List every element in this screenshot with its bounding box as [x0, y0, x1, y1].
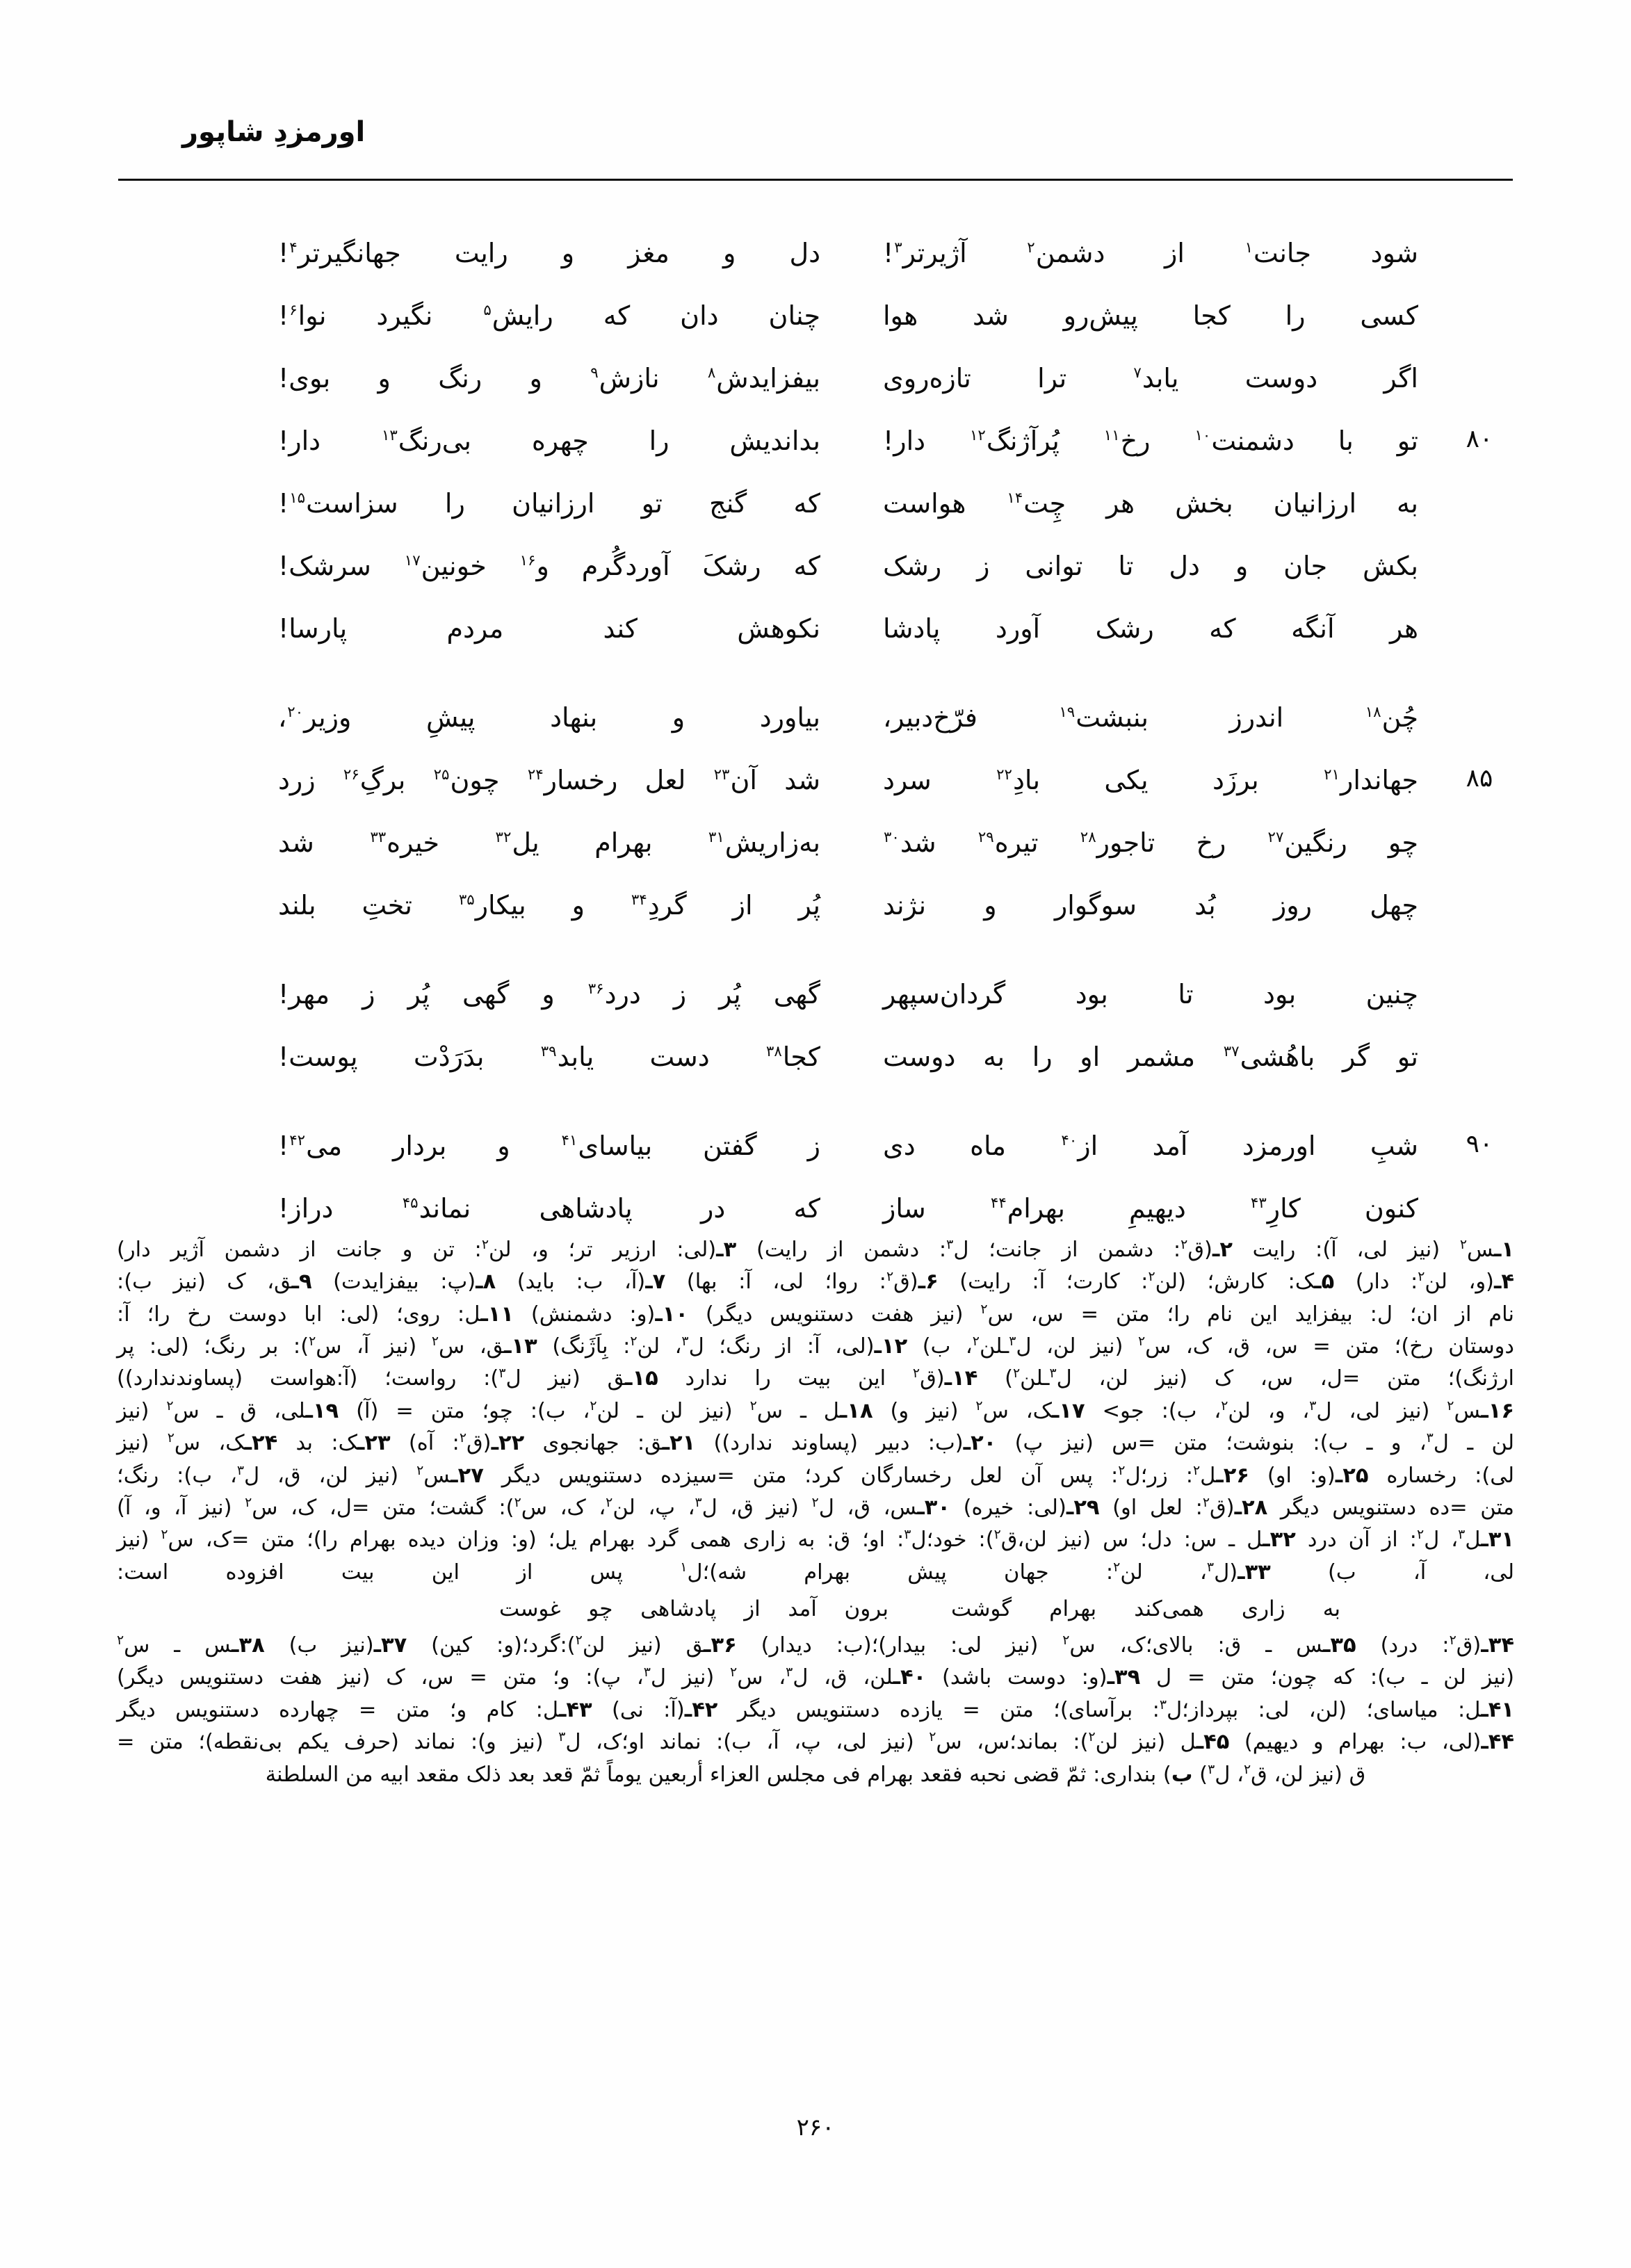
verse-line: [118, 756, 1513, 808]
verse-line-number: ۸۰: [1466, 425, 1493, 453]
hemistich-first: به ارزانیان بخش هر چِت$^{۱۴}$ هواست: [883, 488, 1418, 519]
critical-apparatus: [117, 1234, 1514, 1791]
hemistich-second: بیفزایدش$^۸$ نازش$^۹$ و رنگ و بوی!: [278, 363, 820, 394]
verse-stanza: [118, 971, 1513, 1085]
apparatus-line: ۱۶ـس$^۲$ (نیز لی، ل$^۳$، و، لن$^۲$، ب): جو> ۱۷ـک، س$^۲$ (نیز و) ۱۸ـل ـ س$^۲$ (نیز لن ـ لن$^۲$، ب): چو؛ متن = (آ) ۱۹ـلی، ق ـ س$^۲$ (نیز: [117, 1398, 1515, 1423]
hemistich-second: گهی پُر ز درد$^{۳۶}$ و گهی پُر ز مهر!: [278, 979, 820, 1010]
verse-line: [118, 417, 1513, 469]
verse-line: [118, 229, 1513, 281]
verse-line-number: ۸۵: [1466, 764, 1493, 793]
hemistich-first: کنون کارِ$^{۴۳}$ دیهیمِ بهرام$^{۴۴}$ ساز: [883, 1193, 1418, 1224]
verse-body: [118, 229, 1513, 1274]
apparatus-line: ۴۱ـل: میاسای؛ (لن، لی: بپرداز؛ل$^۳$: برآسای)؛ متن = یازده دستنویس دیگر ۴۲ـ(آ: نی) ۴۳ـل: کام و؛ متن = چهارده دستنویس دیگر: [117, 1696, 1514, 1722]
verse-line: [118, 1185, 1513, 1236]
verse-line-number: [1446, 882, 1513, 891]
hemistich-second: کجا$^{۳۸}$ دست یابد$^{۳۹}$ بدَرَدْت پوست!: [278, 1042, 820, 1072]
running-head-title: اورمزدِ شاپور: [182, 116, 366, 148]
header-divider-rule: [118, 179, 1513, 181]
verse-line-number: [1446, 355, 1513, 364]
apparatus-line: دوستان رخ)؛ متن = س، ق، ک، س$^۲$ (نیز لن، ل$^۳$ـلن$^۲$، ب) ۱۲ـ(لی، آ: از رنگ؛ ل$^۳$، لن$^۲$: بِاَژَنگ) ۱۳ـق، س$^۲$ (نیز آ، س$^۲$): بر رنگ؛ (لی: پر: [117, 1333, 1514, 1359]
verse-line-number: [1446, 480, 1513, 489]
hemistich-second: به‌زاریش$^{۳۱}$ بهرام یل$^{۳۲}$ خیره$^{۳۳}$ شد: [278, 827, 821, 858]
verse-line-number: [1446, 542, 1513, 552]
verse-line: [118, 605, 1513, 656]
hemistich-second: دل و مغز و رایت جهانگیرتر$^۴$!: [278, 238, 820, 268]
hemistich-first: بکش جان و دل تا توانی ز رشک: [883, 551, 1418, 581]
verse-line: [118, 819, 1513, 870]
verse-line-number: [1446, 1033, 1513, 1043]
verse-line: [118, 480, 1513, 531]
verse-stanza: [118, 1122, 1513, 1236]
inserted-hemistich-second: برون آمد از پادشاهی چو غوست: [499, 1596, 888, 1621]
hemistich-first: کسی را کجا پیش‌رو شد هوا: [883, 300, 1418, 331]
verse-stanza: [118, 694, 1513, 933]
hemistich-second: که گنج تو ارزانیان را سزاست$^{۱۵}$!: [278, 488, 820, 519]
hemistich-second: که در پادشاهی نماند$^{۴۵}$ دراز!: [278, 1193, 820, 1224]
inserted-hemistich-first: به زاری همی‌کند بهرام گوشت: [951, 1596, 1340, 1621]
hemistich-first: چو رنگین$^{۲۷}$ رخ تاجور$^{۲۸}$ تیره$^{۲۹}$ شد$^{۳۰}$: [884, 827, 1418, 858]
apparatus-line: لی): رخساره ۲۵ـ(و: او) ۲۶ـل$^۲$: زر؛ل$^۲$: پس آن لعل رخسارگان کرد؛ متن =سیزده دستنویس دیگر ۲۷ـس$^۲$ (نیز لن، ق، ل$^۳$، ب): رنگ؛: [117, 1462, 1515, 1488]
apparatus-line: ارژنگ)؛ متن =ل، س، ک (نیز لن، ل$^۳$ـلن$^۲$) ۱۴ـ(ق$^۲$ این بیت را ندارد ۱۵ـق (نیز ل$^۳$): رواست؛ (آ:هواست (پساوندندارد)): [117, 1366, 1514, 1391]
verse-line: [118, 1122, 1513, 1174]
verse-stanza: [118, 229, 1513, 656]
verse-line-number: [1446, 292, 1513, 302]
hemistich-first: جهاندار$^{۲۱}$ برزَد یکی بادِ$^{۲۲}$ سرد: [883, 765, 1418, 795]
verse-line-number: [1446, 819, 1513, 829]
hemistich-second: ز گفتن بیاسای$^{۴۱}$ و بردار می$^{۴۲}$!: [278, 1131, 820, 1161]
verse-line-number: [1446, 971, 1513, 980]
hemistich-second: نکوهش کند مردم پارسا!: [278, 613, 820, 644]
hemistich-second: بیاورد و بنهاد پیشِ وزیر$^{۲۰}$،: [278, 702, 820, 733]
hemistich-second: بداندیش را چهره بی‌رنگ$^{۱۳}$ دار!: [278, 426, 820, 456]
hemistich-first: تو با دشمنت$^{۱۰}$ رخ$^{۱۱}$ پُرآژنگ$^{۱۲}$ دار!: [883, 426, 1418, 456]
hemistich-first: چنین بود تا بود گردان‌سپهر: [883, 979, 1418, 1010]
hemistich-second: چنان دان که رایش$^۵$ نگیرد نوا$^۶$!: [278, 300, 820, 331]
page-header: [118, 118, 1513, 181]
verse-line-number: [1446, 694, 1513, 704]
apparatus-line: ق (نیز لن، ق$^۲$، ل$^۳$) ب) بنداری: ثمّ قضی نحبه فقعد بهرام فی مجلس العزاء أربعین یوماً ثمّ قعد بعد ذلک مقعد ابیه من السلطنة: [265, 1761, 1366, 1787]
hemistich-first: شود جانت$^۱$ از دشمن$^۲$ آژیرتر$^۳$!: [883, 238, 1418, 268]
verse-line: [118, 971, 1513, 1022]
hemistich-second: که رشکَ آوردگُرم و$^{۱۶}$ خونین$^{۱۷}$ سرشک!: [278, 551, 820, 581]
verse-line-number: ۹۰: [1466, 1130, 1493, 1158]
hemistich-first: هر آنگه که رشک آورد پادشا: [883, 613, 1418, 644]
apparatus-line: ۳۴ـ(ق$^۲$: درد) ۳۵ـس ـ ق: بالای؛ک، س$^۲$ (نیز لی: بیدار)؛(ب: دیدار) ۳۶ـق (نیز لن$^۲$):گرد؛(و: کین) ۳۷ـ(نیز ب) ۳۸ـس ـ س$^۲$: [117, 1632, 1514, 1658]
hemistich-first: چُن$^{۱۸}$ اندرز بنبشت$^{۱۹}$ فرّخ‌دبیر،: [883, 702, 1418, 733]
apparatus-line: لن ـ ل$^۳$، و ـ ب): بنوشت؛ متن =س (نیز پ) ۲۰ـ(ب: دبیر (پساوند ندارد)) ۲۱ـق: جهانجوی ۲۲ـ(ق$^۲$: آه) ۲۳ـک: بد ۲۴ـک، س$^۲$ (نیز: [117, 1430, 1514, 1456]
verse-line: [118, 1033, 1513, 1085]
apparatus-line: متن =ده دستنویس دیگر ۲۸ـ(ق$^۲$: لعل او) ۲۹ـ(لی: خیره) ۳۰ـس، ق، ل$^۲$ (نیز ق، ل$^۳$، پ، لن$^۲$، ک، س$^۲$): گشت؛ متن =ل، ک، س$^۲$ (نیز آ، و، آ): [117, 1494, 1514, 1520]
verse-line-number: [1446, 229, 1513, 239]
hemistich-first: اگر دوست یابد$^۷$ ترا تازه‌روی: [883, 363, 1418, 394]
apparatus-line: ۴ـ(و، لن$^۲$: دار) ۵ـک: کارش؛ (لن$^۲$: کارت؛ آ: رایت) ۶ـ(ق$^۲$: روا؛ لی، آ: بها) ۷ـ(آ، ب: باید) ۸ـ(پ: بیفزایدت) ۹ـق، ک (نیز ب):: [117, 1269, 1515, 1295]
hemistich-first: تو گر باهُشی$^{۳۷}$ مشمر او را به دوست: [883, 1042, 1418, 1072]
folio-page-number: ۲۶۰: [796, 2114, 835, 2141]
hemistich-second: شد آن$^{۲۳}$ لعل رخسار$^{۲۴}$ چون$^{۲۵}$ برگِ$^{۲۶}$ زرد: [278, 765, 821, 795]
hemistich-first: چهل روز بُد سوگوار و نژند: [883, 890, 1418, 921]
apparatus-line: نام از ان؛ ل: بیفزاید این نام را؛ متن = س، س$^۲$ (نیز هفت دستنویس دیگر) ۱۰ـ(و: دشمنش) ۱۱ـل: روی؛ (لی: ابا دوست رخ را؛ آ:: [117, 1301, 1514, 1327]
apparatus-inserted-verse: [117, 1593, 1514, 1626]
verse-line: [118, 694, 1513, 745]
apparatus-line: (نیز لن ـ ب): که چون؛ متن = ل ۳۹ـ(و: دوست باشد) ۴۰ـلن، ق، ل$^۳$، س$^۲$ (نیز ل$^۳$، پ): و؛ متن = س، ک (نیز هفت دستنویس دیگر): [117, 1664, 1514, 1690]
apparatus-line: لی، آ، ب) ۳۳ـ(ل$^۳$، لن$^۲$: جهان پیش بهرام شه)؛ل$^۱$ پس از این بیت افزوده است:: [117, 1559, 1514, 1585]
hemistich-first: شبِ اورمزد آمد از$^{۴۰}$ ماه دی: [883, 1131, 1418, 1161]
verse-line: [118, 542, 1513, 594]
verse-line: [118, 292, 1513, 343]
apparatus-line: ۱ـس$^۲$ (نیز لی، آ): رایت ۲ـ(ق$^۲$: دشمن از جانت؛ ل$^۳$: دشمن از رایت) ۳ـ(لی: ارزیر تر؛ و، لن$^۲$: تن و جانت از دشمن آژیر دار): [117, 1236, 1514, 1262]
hemistich-second: پُر از گردِ$^{۳۴}$ و بیکار$^{۳۵}$ تختِ بلند: [278, 890, 820, 921]
apparatus-line: ۳۱ـل$^۳$، ل$^۲$: از آن درد ۳۲ـل ـ س: دل؛ س (نیز لن،ق$^۲$): خود؛ل$^۳$: او؛ ق: به زاری همی گرد بهرام یل؛ (و: وزان دیده بهرام را)؛ متن =ک، س$^۲$ (نیز: [117, 1527, 1515, 1553]
apparatus-line: ۴۴ـ(لی، ب: بهرام و دیهیم) ۴۵ـل (نیز لن$^۲$): بماند؛س، س$^۲$ (نیز لی، پ، آ، ب): نماند او؛ک، ل$^۳$ (نیز و): نماند (حرف یکم بی‌نقطه)؛ متن =: [117, 1728, 1514, 1755]
verse-line-number: [1446, 1185, 1513, 1194]
verse-line-number: [1446, 605, 1513, 615]
verse-line: [118, 355, 1513, 406]
verse-line: [118, 882, 1513, 933]
